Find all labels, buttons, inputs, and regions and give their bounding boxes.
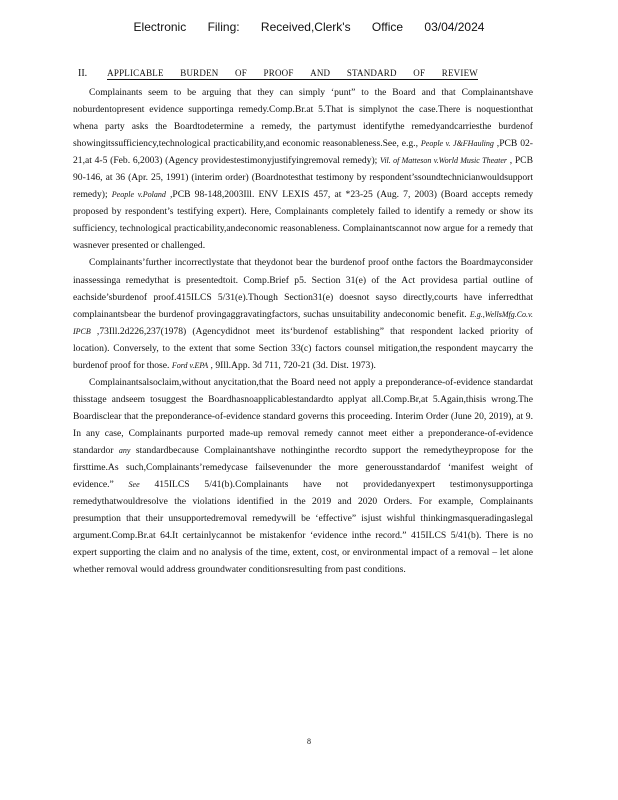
- citation-text: Vil. of Matteson v.World Music Theater: [380, 156, 508, 166]
- header-part: 03/04/2024: [424, 20, 485, 34]
- citation-text: See: [128, 480, 140, 490]
- paragraph-text: Complainants’further incorrectlystate that theydonot bear the burdenof proof onthe factors the Boardmayconsider inassessinga remedythat is presentedtoit. Comp.Brief p5. Section 31(e) of the Act providesa partial outline of eachside’sburdenof proof.415ILCS 5/31(e).Though Section31(e) doesnot sayso directly,courts have inferredthat complainantsbear the burdenof provingaggravatingfactors, suchas unsuitability andeconomic benefit.: [73, 257, 533, 320]
- citation-text: Ford v.EPA: [171, 360, 209, 370]
- paragraph-text: ,PCB 02-21,at 4-5 (Feb. 6,2003) (Agency providestestimonyjustifyingremoval remedy);: [73, 138, 533, 167]
- citation-text: any: [118, 445, 131, 455]
- section-number: II.: [78, 68, 88, 79]
- header-part: Electronic: [133, 20, 187, 34]
- paragraph-text: Complainants seem to be arguing that they can simply ‘punt” to the Board and that Complainantshave noburdentopresent evidence supportinga remedy.Comp.Br.at 5.That is simplynot the case.There is noquestionthat whena party asks the Boardtodetermine a remedy, the partymust identifythe remedyandcarriesthe burdenof showingitssufficiency,technological practicability,and economic reasonableness.See, e.g.,: [73, 87, 533, 150]
- filing-header: [0, 20, 618, 34]
- header-part: Filing:: [207, 20, 240, 34]
- section-title-word: AND: [310, 68, 331, 78]
- citation-text: E.g.,WellsMfg.Co.v. IPCB: [73, 309, 533, 336]
- paragraph-text: ,PCB 98-148,2003Ill. ENV LEXIS 457, at *23-25 (Aug. 7, 2003) (Board accepts remedy proposed by respondent’s testifying expert). Here, Complainants completely failed to identify a remedy or show its sufficiency, technological practicability,andeconomic reasonableness. Complainantscannot now argue for a remedy that wasnever presented or challenged.: [73, 189, 533, 252]
- section-title-word: PROOF: [263, 68, 294, 78]
- section-title-word: REVIEW: [441, 68, 478, 78]
- section-heading: [78, 68, 478, 80]
- section-title-word: OF: [413, 68, 426, 78]
- paragraph-text: , 9Ill.App. 3d 711, 720-21 (3d. Dist. 1973).: [208, 359, 376, 371]
- paragraph-text: 415ILCS 5/41(b).Complainants have not providedanyexpert testimonysupportinga remedythatwouldresolve the violations identified in the 2019 and 2020 Orders. For example, Complainants presumption that their unsupportedremoval remedywill be ‘effective” isjust wishful thinkingmasqueradingaslegal argument.Comp.Br.at 64.It certainlycannot be mistakenfor ‘evidence inthe record.” 415ILCS 5/41(b). There is no expert supporting the claim and no analysis of the time, extent, cost, or environmental impact of a removal – let alone whether removal would address groundwater conditionsresulting from past conditions.: [73, 479, 533, 576]
- page-number: 8: [307, 737, 311, 746]
- section-title-word: STANDARD: [346, 68, 397, 78]
- paragraph-text: Complainantsalsoclaim,without anycitation,that the Board need not apply a preponderance-of-evidence standardat thisstage andseem tosuggest the Boardhasnoapplicablestandardto applyat all.Comp.Br,at 5.Again,thisis wrong.The Boardisclear that the preponderance-of-evidence standard governs this proceeding. Interim Order (June 20, 2019), at 9. In any case, Complainants purported made-up removal remedy cannot meet either a preponderance-of-evidence standardor: [73, 376, 533, 456]
- section-title-word: BURDEN: [180, 68, 219, 78]
- section-title-word: APPLICABLE: [107, 68, 164, 78]
- header-part: Office: [371, 20, 404, 34]
- citation-text: People v. J&FHauling: [420, 139, 494, 149]
- section-title: [107, 68, 478, 80]
- body-text: [73, 84, 533, 578]
- paragraph: [73, 84, 533, 254]
- paragraph-text: ,73Ill.2d226,237(1978) (Agencydidnot meet its‘burdenof establishing” that respondent lacked priority of location). Conversely, to the extent that some Section 33(c) factors counsel mitigation,the respondent maycarry the burdenof proof for those.: [73, 325, 533, 371]
- header-part: Received,Clerk's: [260, 20, 351, 34]
- citation-text: People v.Poland: [111, 190, 166, 200]
- paragraph-text: , PCB 90-146, at 36 (Apr. 25, 1991) (interim order) (Boardnotesthat testimony by respondent’ssoundtechnicianwouldsupport remedy);: [73, 155, 533, 201]
- section-title-word: OF: [235, 68, 247, 78]
- paragraph: [73, 254, 533, 373]
- paragraph: [73, 374, 533, 579]
- paragraph-text: standardbecause Complainantshave nothinginthe recordto support the remedytheypropose for the firsttime.As such,Complainants’remedycase failsevenunder the more generousstandardof ‘manifest weight of evidence.”: [73, 444, 533, 491]
